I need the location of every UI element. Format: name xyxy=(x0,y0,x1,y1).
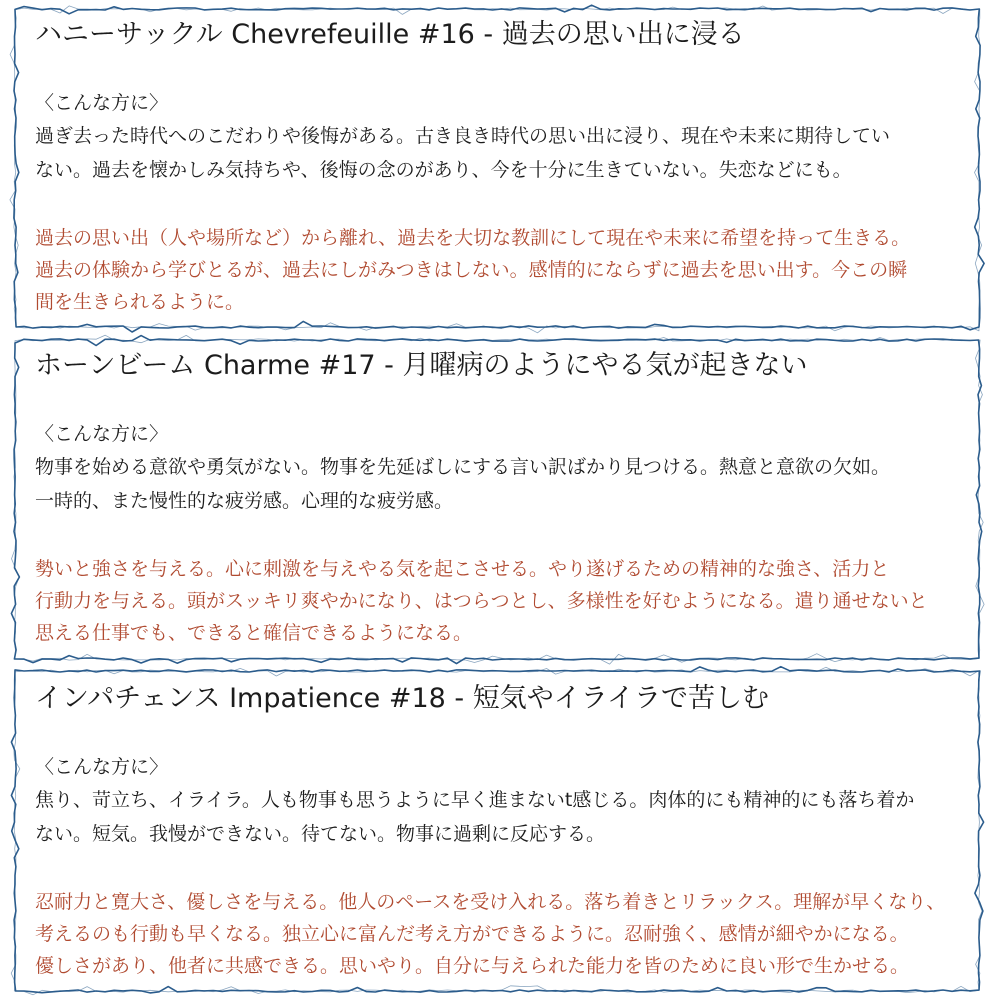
symptoms-line: 物事を始める意欲や勇気がない。物事を先延ばしにする言い訳ばかり見つける。熱意と意欲の欠如。 xyxy=(35,456,891,478)
symptoms-line: ない。過去を懐かしみ気持ちや、後悔の念のがあり、今を十分に生きていない。失恋などにも。 xyxy=(35,159,852,181)
remedy-card-impatiens xyxy=(12,668,982,994)
card-title: ホーンビーム Charme #17 - 月曜病のようにやる気が起きない xyxy=(35,350,808,381)
remedy-line: 考えるのも行動も早くなる。独立心に富んだ考え方ができるように。忍耐強く、感情が細やかになる。 xyxy=(35,923,909,945)
card-title: ハニーサックル Chevrefeuille #16 - 過去の思い出に浸る xyxy=(35,19,745,50)
symptoms-text xyxy=(35,783,982,851)
remedy-effect-text xyxy=(35,553,982,649)
target-label: 〈こんな方に〉 xyxy=(35,756,169,778)
target-label: 〈こんな方に〉 xyxy=(35,92,169,114)
remedy-line: 間を生きられるように。 xyxy=(35,291,245,313)
remedy-line: 行動力を与える。頭がスッキリ爽やかになり、はつらつとし、多様性を好むようになる。遣り通せないと xyxy=(35,590,928,612)
symptoms-line: 一時的、また慢性的な疲労感。心理的な疲労感。 xyxy=(35,490,454,512)
remedy-line: 過去の思い出（人や場所など）から離れ、過去を大切な教訓にして現在や未来に希望を持って生きる。 xyxy=(35,227,911,249)
remedy-line: 優しさがあり、他者に共感できる。思いやり。自分に与えられた能力を皆のために良い形で生かせる。 xyxy=(35,955,910,977)
symptoms-line: ない。短気。我慢ができない。待てない。物事に過剰に反応する。 xyxy=(35,823,606,845)
symptoms-text xyxy=(35,119,982,187)
remedy-line: 過去の体験から学びとるが、過去にしがみつきはしない。感情的にならずに過去を思い出す。今この瞬 xyxy=(35,259,908,281)
card-title: インパチェンス Impatience #18 - 短気やイライラで苦しむ xyxy=(35,683,769,714)
remedy-line: 勢いと強さを与える。心に刺激を与えやる気を起こさせる。やり遂げるための精神的な強さ、活力と xyxy=(35,558,890,580)
remedy-card-hornbeam xyxy=(12,337,982,662)
remedy-line: 忍耐力と寛大さ、優しさを与える。他人のペースを受け入れる。落ち着きとリラックス。理解が早くなり、 xyxy=(35,891,946,913)
target-label: 〈こんな方に〉 xyxy=(35,423,169,445)
symptoms-line: 焦り、苛立ち、イライラ。人も物事も思うように早く進まないt感じる。肉体的にも精神的にも落ち着か xyxy=(35,789,915,811)
symptoms-text xyxy=(35,450,982,518)
symptoms-line: 過ぎ去った時代へのこだわりや後悔がある。古き良き時代の思い出に浸り、現在や未来に期待してい xyxy=(35,125,891,147)
remedy-card-honeysuckle xyxy=(12,6,982,330)
remedy-effect-text xyxy=(35,222,982,318)
remedy-effect-text xyxy=(35,886,982,982)
remedy-line: 思える仕事でも、できると確信できるようになる。 xyxy=(35,622,473,644)
